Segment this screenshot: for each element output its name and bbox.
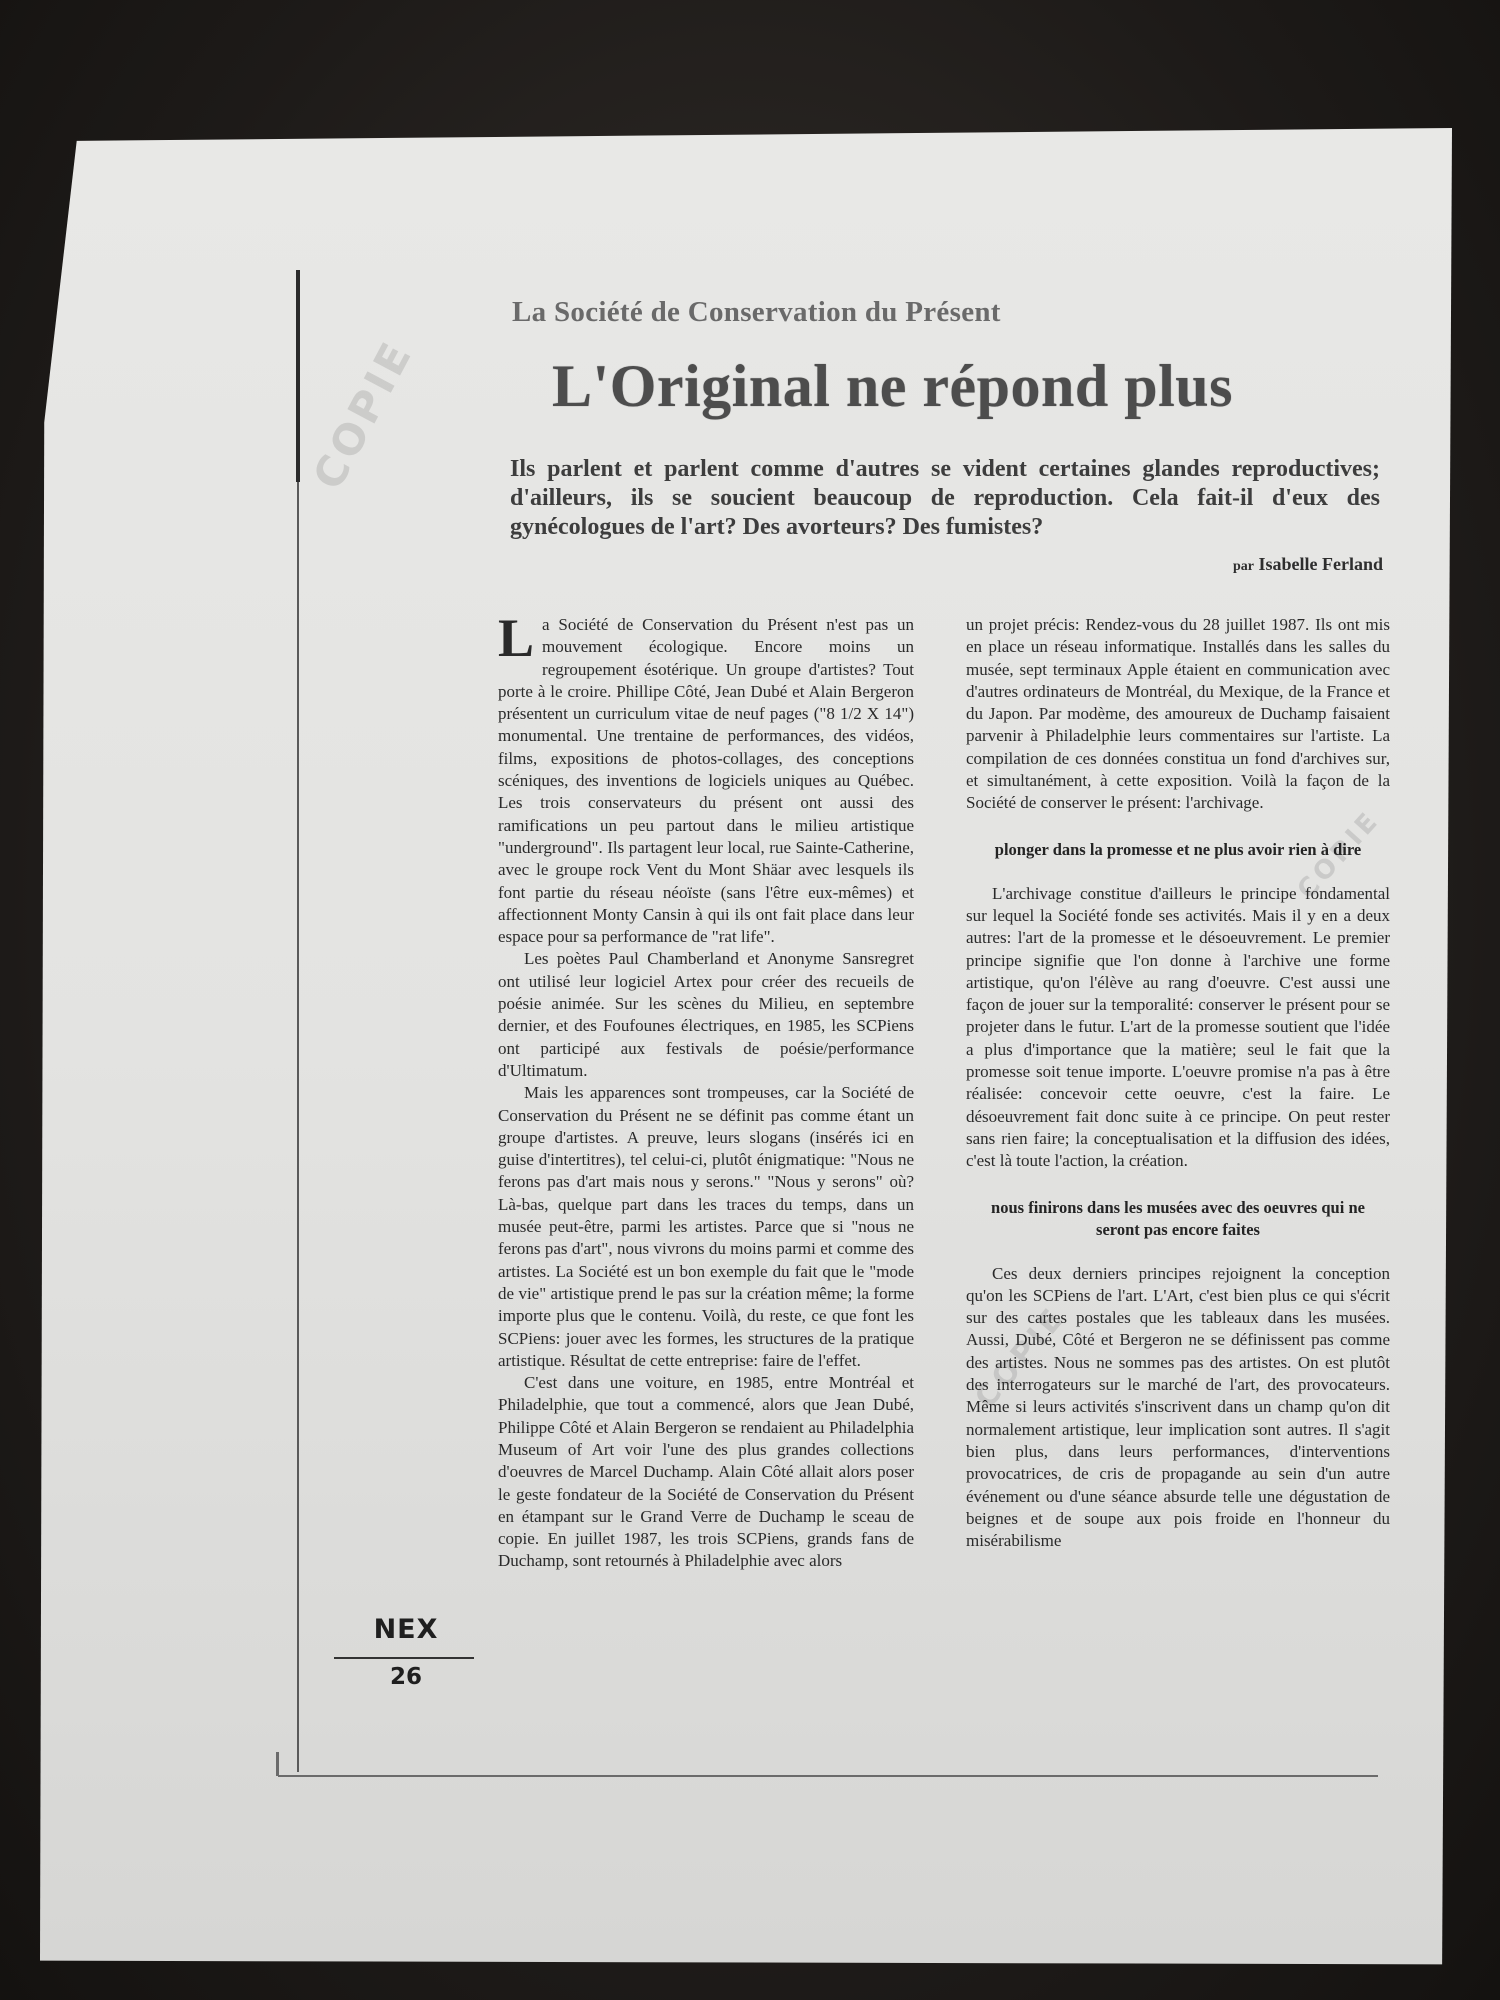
- page-number: 26: [389, 1664, 422, 1690]
- body-column-right: [966, 614, 1390, 1552]
- copie-stamp: COPIE: [303, 331, 423, 498]
- body-paragraph: L'archivage constitue d'ailleurs le principe fondamental sur lequel la Société fonde ses activités. Mais il y en a deux autres: l'art de la promesse et le désoeuvrement. Le premier principe signifie que l'on donne à l'archive une forme artistique, qu'on l'élève au rang d'oeuvre. C'est aussi une façon de jouer sur la temporalité: conserver le présent pour se projeter dans le futur. L'art de la promesse soutient que l'idée a plus d'importance que la matière; seul le fait que la promesse soit tenue importe. L'oeuvre promise n'a pas à être réalisée: concevoir cette oeuvre, c'est la faire. Le désoeuvrement fait donc suite à ce principe. On peut rester sans rien faire; la conceptualisation et la diffusion des idées, c'est là toute l'action, la création.: [966, 883, 1390, 1171]
- page-corner-mark: [276, 1752, 279, 1776]
- byline-prefix: par: [1233, 559, 1254, 574]
- folio-divider: [334, 1657, 474, 1659]
- article-deck: Ils parlent et parlent comme d'autres se vident certaines glandes reproductives; d'ailleurs, ils se soucient beaucoup de reproduction. Cela fait-il d'eux des gynécologues de l'art? Des avorteurs? Des fumistes?: [510, 456, 1380, 540]
- body-paragraph: un projet précis: Rendez-vous du 28 juillet 1987. Ils ont mis en place un réseau informatique. Installés dans les salles du musée, sept terminaux Apple étaient en communication avec d'autres ordinateurs de Montréal, du Mexique, de la France et du Japon. Par modème, des amoureux de Duchamp faisaient parvenir à Philadelphie leurs commentaires sur l'artiste. La compilation de ces données constitua un fond d'archives sur, et simultanément, à cette exposition. Voilà la façon de la Société de conserver le présent: l'archivage.: [966, 615, 1390, 813]
- drop-cap: L: [498, 608, 535, 668]
- body-paragraph: C'est dans une voiture, en 1985, entre Montréal et Philadelphie, que tout a commencé, alors que Jean Dubé, Philippe Côté et Alain Bergeron se rendaient au Philadelphia Museum of Art voir l'une des plus grandes collections d'oeuvres de Marcel Duchamp. Alain Côté allait alors poser le geste fondateur de la Société de Conservation du Présent en étampant sur le Grand Verre de Duchamp le sceau de copie. En juillet 1987, les trois SCPiens, grands fans de Duchamp, sont retournés à Philadelphie avec alors: [498, 1373, 914, 1571]
- body-paragraph: [498, 608, 914, 948]
- byline-author: Isabelle Ferland: [1258, 554, 1383, 574]
- magazine-name: NEX: [373, 1614, 439, 1645]
- body-paragraph-text: a Société de Conservation du Présent n'est pas un mouvement écologique. Encore moins un regroupement ésotérique. Un groupe d'artistes? Tout porte à le croire. Phillipe Côté, Jean Dubé et Alain Bergeron présentent un curriculum vitae de neuf pages ("8 1/2 X 14") monumental. Une trentaine de performances, des vidéos, films, expositions de photos-collages, des conceptions scéniques, des inventions de logiciels uniques au Québec. Les trois conservateurs du présent ont aussi des ramifications un peu partout dans le milieu artistique "underground". Ils partagent leur local, rue Sainte-Catherine, avec le groupe rock Vent du Mont Shäar avec lesquels ils font partie du réseau néoïste (sans l'être eux-mêmes) et affectionnent Monty Cansin à qui ils ont fait place dans leur espace pour sa performance de "rat life".: [498, 615, 914, 947]
- article-kicker: La Société de Conservation du Présent: [512, 296, 1001, 328]
- body-paragraph: Les poètes Paul Chamberland et Anonyme Sansregret ont utilisé leur logiciel Artex pour créer des recueils de poésie animée. Sur les scènes du Milieu, en septembre dernier, et des Foufounes électriques, en 1985, les SCPiens ont participé aux festivals de poésie/performance d'Ultimatum.: [498, 949, 914, 1080]
- body-paragraph: Mais les apparences sont trompeuses, car la Société de Conservation du Présent ne se définit pas comme étant un groupe d'artistes. A preuve, leurs slogans (insérés ici en guise d'intertitres), tel celui-ci, plutôt énigmatique: "Nous ne ferons pas d'art mais nous y serons." "Nous y serons" où? Là-bas, quelque part dans les traces du temps, dans un musée peut-être, parmi les artistes. Parce que si "nous ne ferons pas d'art", nous vivrons du moins parmi et comme des artistes. La Société est un bon exemple du fait que le "mode de vie" artistique prend le pas sur la création même; la forme importe plus que le contenu. Voilà, du reste, ce que font les SCPiens: jouer avec les formes, les structures de la pratique artistique. Résultat de cette entreprise: faire de l'effet.: [498, 1083, 914, 1370]
- page-margin-rule: [296, 270, 300, 482]
- article-headline: L'Original ne répond plus: [552, 353, 1233, 419]
- byline: [1183, 554, 1383, 575]
- section-subhead: plonger dans la promesse et ne plus avoir rien à dire: [994, 839, 1362, 859]
- body-paragraph: Ces deux derniers principes rejoignent la conception qu'on les SCPiens de l'art. L'Art, c'est bien plus ce qui s'écrit sur des cartes postales que les tableaux dans les musées. Aussi, Dubé, Côté et Bergeron ne se définissent pas comme des artistes. Nous ne sommes pas des artistes. On est plutôt des interrogateurs sur le marché de l'art, des provocateurs. Même si leurs activités s'inscrivent dans un champ qu'on dit normalement artistique, leur implication sont autres. Il s'agit bien plus, dans leurs performances, d'interventions provocatrices, de cris de propagande au sein d'un autre événement ou d'une séance absurde telle une dégustation de beignes et de soupe aux pois froide en l'honneur du misérabilisme: [966, 1263, 1390, 1551]
- page-bottom-rule: [278, 1775, 1378, 1777]
- copie-stamp: COPIE: [968, 1299, 1073, 1416]
- body-column-left: [498, 608, 914, 1573]
- section-subhead: nous finirons dans les musées avec des oeuvres qui ne seront pas encore faites: [991, 1197, 1365, 1239]
- copie-stamp: COPIE: [1291, 804, 1387, 906]
- page-margin-rule-thin: [297, 482, 299, 1772]
